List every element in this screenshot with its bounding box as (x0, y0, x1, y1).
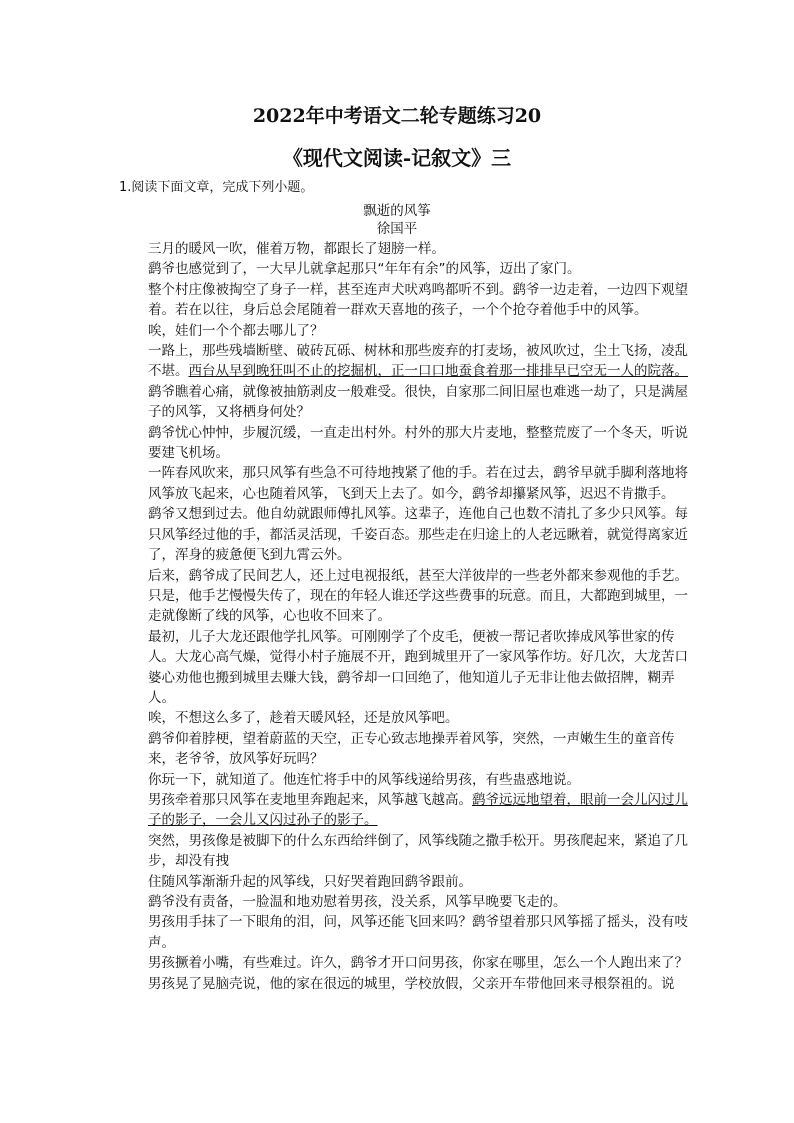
question-instruction: 1.阅读下面文章，完成下列小题。 (119, 180, 314, 195)
underlined-sentence: 鹞爷远远地望着，眼前一会儿闪过儿子的影子，一会儿又闪过孙子的影子。 (148, 791, 688, 829)
paragraph: 最初，儿子大龙还跟他学扎风筝。可刚刚学了个皮毛，便被一帮记者吹捧成风筝世家的传人。大龙心高气燥，觉得小村子施展不开，跑到城里开了一家风筝作坊。好几次，大龙苦口婆心劝他也搬到城里去赚大钱，鹞爷却一口回绝了，他知道儿子无非让他去做招牌，糊弄人。 (148, 628, 688, 706)
paragraph: 整个村庄像被掏空了身子一样，甚至连声犬吠鸡鸣都听不到。鹞爷一边走着，一边四下观望着。若在以往，身后总会尾随着一群欢天喜地的孩子，一个个抢夺着他手中的风筝。 (148, 281, 688, 319)
paragraph: 唉，娃们一个个都去哪儿了？ (148, 322, 324, 339)
document-title: 2022年中考语文二轮专题练习20 (252, 105, 542, 127)
document-subtitle: 《现代文阅读-记叙文》三 (282, 146, 512, 170)
paragraph: 唉，不想这么多了，趁着天暖风轻，还是放风筝吧。 (148, 710, 459, 727)
underlined-sentence: 西台从早到晚狂叫不止的挖掘机，正一口口地蚕食着那一排排早已空无一人的院落。 (188, 363, 688, 380)
paragraph (148, 790, 696, 831)
paragraph: 男孩用手抹了一下眼角的泪，问，风筝还能飞回来吗？鹞爷望着那只风筝摇了摇头，没有吱声。 (148, 914, 688, 951)
paragraph: 你玩一下，就知道了。他连忙将手中的风筝线递给男孩，有些蛊惑地说。 (148, 771, 580, 788)
paragraph: 鹞爷瞧着心痛，就像被抽筋剥皮一般难受。很快，自家那二间旧屋也难逃一劫了，只是满屋子的风筝，又将栖身何处？ (148, 383, 688, 421)
paragraph: 鹞爷也感觉到了，一大早儿就拿起那只“年年有余”的风筝，迈出了家门。 (148, 261, 581, 278)
paragraph: 住随风筝渐渐升起的风筝线，只好哭着跑回鹞爷跟前。 (148, 873, 472, 890)
paragraph: 三月的暖风一吹，催着万物，都跟长了翅膀一样。 (148, 241, 445, 257)
article-author: 徐国平 (376, 221, 418, 237)
paragraph: 后来，鹞爷成了民间艺人，还上过电视报纸，甚至大洋彼岸的一些老外都来参观他的手艺。只是，他手艺慢慢失传了，现在的年轻人谁还学这些费事的玩意。而且，大都跑到城里，一走就像断了线的风筝，心也收不回来了。 (148, 567, 688, 625)
paragraph (148, 341, 696, 382)
paragraph: 男孩晃了晃脑壳说，他的家在很远的城里，学校放假，父亲开车带他回来寻根祭祖的。说 (148, 975, 675, 992)
paragraph: 一阵春风吹来，那只风筝有些急不可待地拽紧了他的手。若在过去，鹞爷早就手脚利落地将风筝放飞起来，心也随着风筝，飞到天上去了。如今，鹞爷却攥紧风筝，迟迟不肯撒手。 (148, 465, 688, 502)
paragraph: 鹞爷忧心忡忡，步履沉缓，一直走出村外。村外的那大片麦地，整整荒废了一个冬天，听说要建飞机场。 (148, 424, 688, 462)
article-title: 飘逝的风筝 (363, 203, 431, 219)
paragraph-text: 男孩牵着那只风筝在麦地里奔跑起来，风筝越飞越高。 (148, 791, 472, 808)
paragraph: 突然，男孩像是被脚下的什么东西给绊倒了，风筝线随之撒手松开。男孩爬起来，紧追了几步，却没有拽 (148, 832, 688, 870)
paragraph: 鹞爷仰着脖梗，望着蔚蓝的天空，正专心致志地操弄着风筝，突然，一声嫩生生的童音传来，老爷爷，放风筝好玩吗？ (148, 730, 675, 768)
paragraph: 男孩撅着小嘴，有些难过。许久，鹞爷才开口问男孩，你家在哪里，怎么一个人跑出来了？ (148, 955, 688, 972)
paragraph: 鹞爷没有责备，一脸温和地劝慰着男孩，没关系，风筝早晚要飞走的。 (148, 894, 567, 910)
paragraph-text: 一路上，那些残墙断壁、破砖瓦砾、树林和那些废弃的打麦场，被风吹过，尘土飞扬，凌乱不堪。 (148, 343, 688, 380)
article-body (148, 239, 696, 994)
paragraph: 鹞爷又想到过去。他自幼就跟师傅扎风筝。这辈子，连他自己也数不清扎了多少只风筝。每只风筝经过他的手，都活灵活现，千姿百态。那些走在归途上的人老远瞅着，就觉得离家近了，浑身的疲惫便飞到九霄云外。 (148, 506, 688, 564)
